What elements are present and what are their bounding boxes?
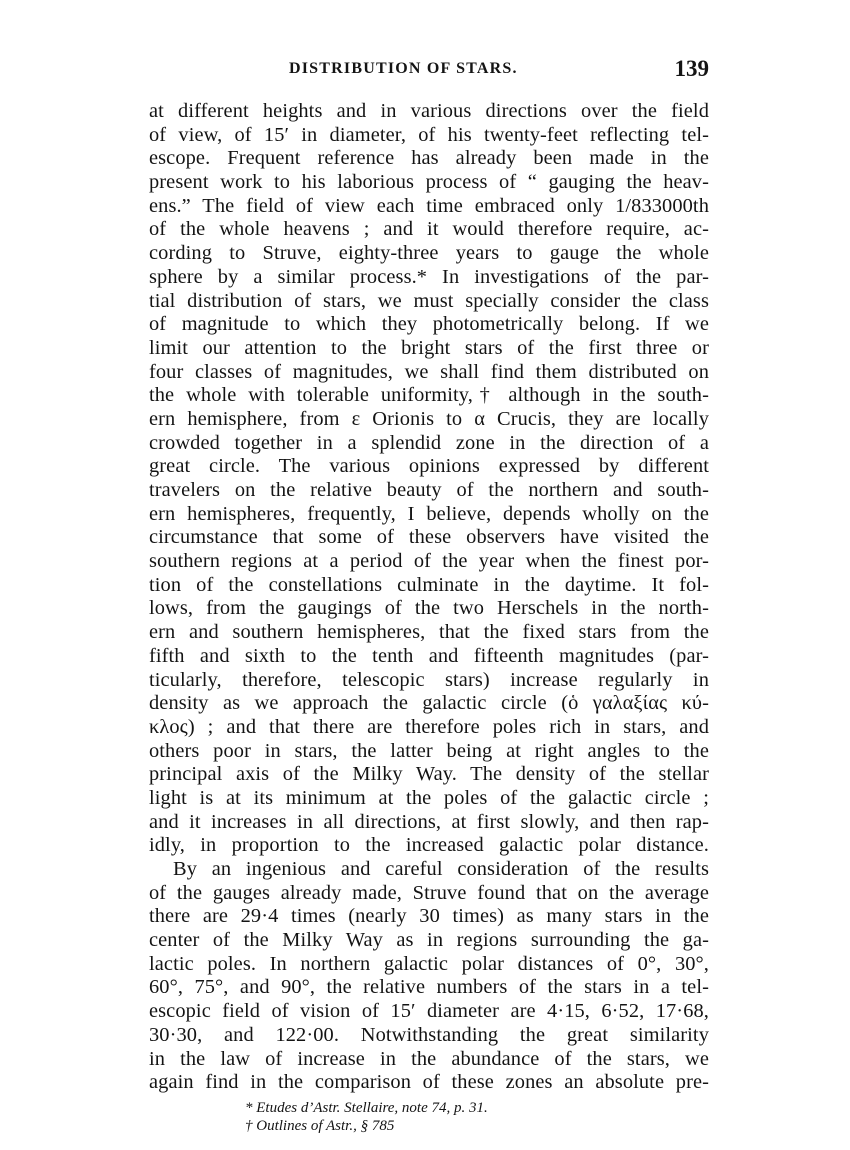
text-line: crowded together in a splendid zone in the direction of a bbox=[149, 431, 709, 454]
footnote: † Outlines of Astr., § 785 bbox=[245, 1117, 395, 1134]
text-line: ticularly, therefore, telescopic stars) increase regularly in bbox=[149, 668, 709, 691]
text-line: idly, in proportion to the increased galactic polar distance. bbox=[149, 834, 709, 857]
text-line: tial distribution of stars, we must specially consider the class bbox=[149, 289, 709, 312]
text-line: of magnitude to which they photometrically belong. If we bbox=[149, 313, 709, 336]
text-line: ern hemispheres, frequently, I believe, depends wholly on the bbox=[149, 502, 709, 525]
footnote: * Etudes d’Astr. Stellaire, note 74, p. 31. bbox=[245, 1099, 488, 1116]
page-number: 139 bbox=[674, 56, 709, 81]
footnotes bbox=[149, 1099, 709, 1135]
text-line: lactic poles. In northern galactic polar distances of 0°, 30°, bbox=[149, 952, 709, 975]
text-line: density as we approach the galactic circle (ὁ γαλαξίας κύ- bbox=[149, 692, 709, 715]
text-line: fifth and sixth to the tenth and fifteenth magnitudes (par- bbox=[149, 644, 709, 667]
text-line: present work to his laborious process of “ gauging the heav- bbox=[149, 171, 709, 194]
text-line: tion of the constellations culminate in the daytime. It fol- bbox=[149, 573, 709, 596]
text-line: travelers on the relative beauty of the northern and south- bbox=[149, 479, 709, 501]
text-line: ern hemisphere, from ε Orionis to α Crucis, they are locally bbox=[149, 407, 709, 430]
text-line: principal axis of the Milky Way. The density of the stellar bbox=[149, 763, 709, 786]
text-line: escope. Frequent reference has already been made in the bbox=[149, 147, 709, 170]
text-line: limit our attention to the bright stars of the first three or bbox=[149, 336, 709, 359]
text-line: 60°, 75°, and 90°, the relative numbers of the stars in a tel- bbox=[149, 976, 709, 999]
text-line: lows, from the gaugings of the two Herschels in the north- bbox=[149, 597, 709, 620]
text-line: By an ingenious and careful consideration of the results bbox=[173, 858, 709, 880]
text-line: in the law of increase in the abundance of the stars, we bbox=[149, 1047, 709, 1070]
body-text bbox=[149, 100, 709, 1095]
text-line: there are 29·4 times (nearly 30 times) as many stars in the bbox=[149, 905, 709, 928]
text-line: cording to Struve, eighty-three years to gauge the whole bbox=[149, 242, 709, 265]
text-line: sphere by a similar process.* In investigations of the par- bbox=[149, 265, 709, 288]
book-page bbox=[149, 56, 709, 1135]
text-line: κλος) ; and that there are therefore poles rich in stars, and bbox=[149, 715, 709, 738]
text-line: center of the Milky Way as in regions surrounding the ga- bbox=[149, 929, 709, 952]
text-line: ern and southern hemispheres, that the fixed stars from the bbox=[149, 621, 709, 644]
text-line: of the whole heavens ; and it would therefore require, ac- bbox=[149, 218, 709, 241]
running-title: DISTRIBUTION OF STARS. bbox=[289, 60, 518, 77]
text-line: light is at its minimum at the poles of the galactic circle ; bbox=[149, 786, 709, 809]
text-line: of the gauges already made, Struve found that on the average bbox=[149, 881, 709, 904]
text-line: circumstance that some of these observers have visited the bbox=[149, 526, 709, 549]
text-line: again find in the comparison of these zones an absolute pre- bbox=[149, 1071, 709, 1094]
text-line: great circle. The various opinions expressed by different bbox=[149, 455, 709, 478]
text-line: and it increases in all directions, at first slowly, and then rap- bbox=[149, 810, 709, 833]
text-line: ens.” The field of view each time embraced only 1/833000th bbox=[149, 194, 709, 217]
text-line: at different heights and in various directions over the field bbox=[149, 100, 709, 122]
text-line: 30·30, and 122·00. Notwithstanding the great similarity bbox=[149, 1023, 709, 1046]
text-line: four classes of magnitudes, we shall find them distributed on bbox=[149, 360, 709, 383]
text-line: of view, of 15′ in diameter, of his twenty-feet reflecting tel- bbox=[149, 123, 709, 146]
text-line: others poor in stars, the latter being at right angles to the bbox=[149, 739, 709, 762]
page-header bbox=[149, 56, 709, 94]
text-line: escopic field of vision of 15′ diameter are 4·15, 6·52, 17·68, bbox=[149, 1000, 709, 1023]
text-line: the whole with tolerable uniformity,† although in the south- bbox=[149, 384, 709, 407]
text-line: southern regions at a period of the year when the finest por- bbox=[149, 550, 709, 573]
